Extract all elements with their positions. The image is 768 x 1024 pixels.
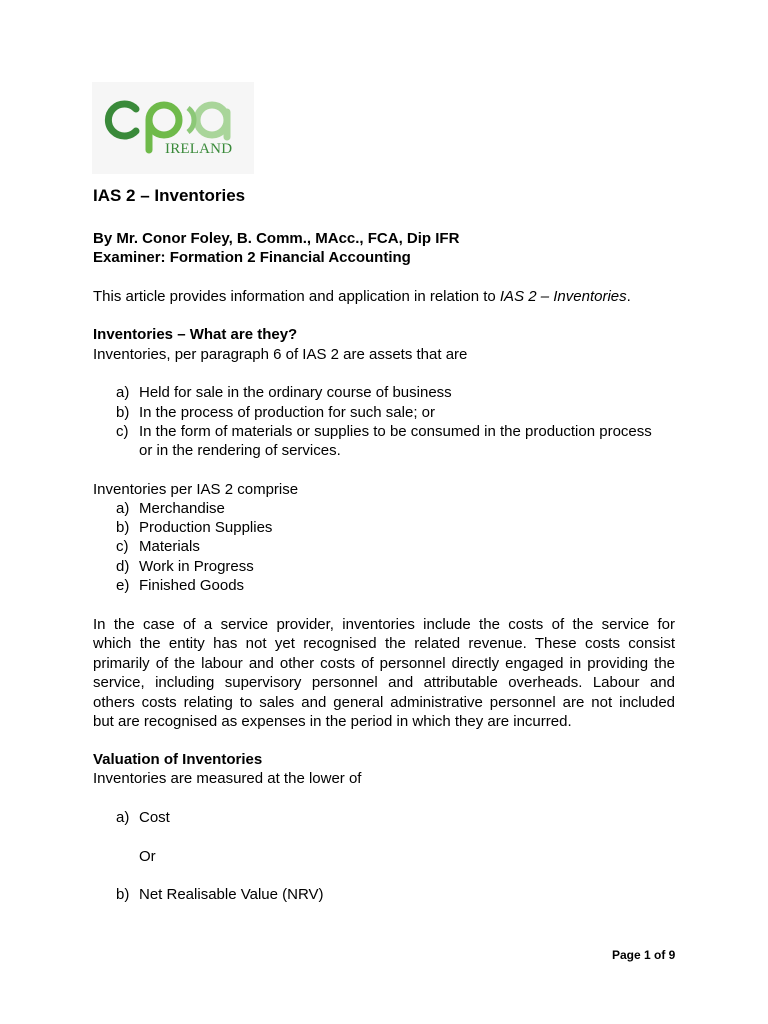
valuation-item-b-marker: b) (116, 886, 130, 903)
valuation-or: Or (139, 848, 156, 865)
comprise-item-d-marker: d) (116, 558, 130, 575)
valuation-lead: Inventories are measured at the lower of (93, 770, 362, 787)
logo-subtitle: IRELAND (165, 141, 233, 157)
page-number: Page 1 of 9 (612, 948, 676, 962)
what-item-b-marker: b) (116, 404, 130, 421)
cpa-logo-mark (92, 82, 254, 174)
comprise-item-d-text: Work in Progress (139, 558, 254, 575)
comprise-item-e-text: Finished Goods (139, 577, 245, 594)
what-item-c-text-line1: In the form of materials or supplies to be consumed in the production process (139, 423, 652, 440)
comprise-item-a-text: Merchandise (139, 500, 225, 517)
heading-valuation: Valuation of Inventories (93, 751, 263, 768)
service-provider-paragraph (93, 615, 675, 731)
comprise-lead: Inventories per IAS 2 comprise (93, 481, 299, 498)
what-item-a-text: Held for sale in the ordinary course of business (139, 384, 452, 401)
what-item-c-text-line2: or in the rendering of services. (139, 442, 341, 459)
comprise-item-b-text: Production Supplies (139, 519, 273, 536)
service-line-6: but are recognised as expenses in the period in which they are incurred. (93, 713, 572, 731)
valuation-item-b-text: Net Realisable Value (NRV) (139, 886, 324, 903)
what-item-b-text: In the process of production for such sale; or (139, 404, 435, 421)
intro-suffix: . (626, 288, 631, 305)
valuation-item-a-marker: a) (116, 809, 130, 826)
intro-prefix: This article provides information and application in relation to (93, 288, 500, 305)
what-item-a-marker: a) (116, 384, 130, 401)
cpa-ireland-logo (92, 82, 254, 174)
comprise-item-c-text: Materials (139, 538, 200, 555)
comprise-item-b-marker: b) (116, 519, 130, 536)
author-line: By Mr. Conor Foley, B. Comm., MAcc., FCA, Dip IFR (93, 230, 460, 247)
comprise-item-a-marker: a) (116, 500, 130, 517)
what-item-c-marker: c) (116, 423, 129, 440)
examiner-line: Examiner: Formation 2 Financial Accounting (93, 249, 411, 266)
comprise-item-c-marker: c) (116, 538, 129, 555)
intro-emphasis: IAS 2 – Inventories (499, 288, 627, 305)
what-lead: Inventories, per paragraph 6 of IAS 2 are assets that are (93, 346, 468, 363)
service-line-3: primarily of the labour and other costs of personnel directly engaged in providing the (93, 654, 675, 672)
comprise-item-e-marker: e) (116, 577, 130, 594)
service-line-2: which the entity has not yet recognised the related revenue. These costs consist (93, 635, 675, 653)
document-title: IAS 2 – Inventories (93, 186, 246, 205)
intro-sentence (93, 287, 631, 306)
service-line-5: others costs relating to sales and general administrative personnel are not included (93, 693, 675, 711)
valuation-item-a-text: Cost (139, 809, 170, 826)
heading-what-are-they: Inventories – What are they? (93, 326, 298, 343)
service-line-1: In the case of a service provider, inventories include the costs of the service for (93, 616, 675, 633)
service-line-4: service, including supervisory personnel and attributable overheads. Labour and (93, 674, 675, 692)
